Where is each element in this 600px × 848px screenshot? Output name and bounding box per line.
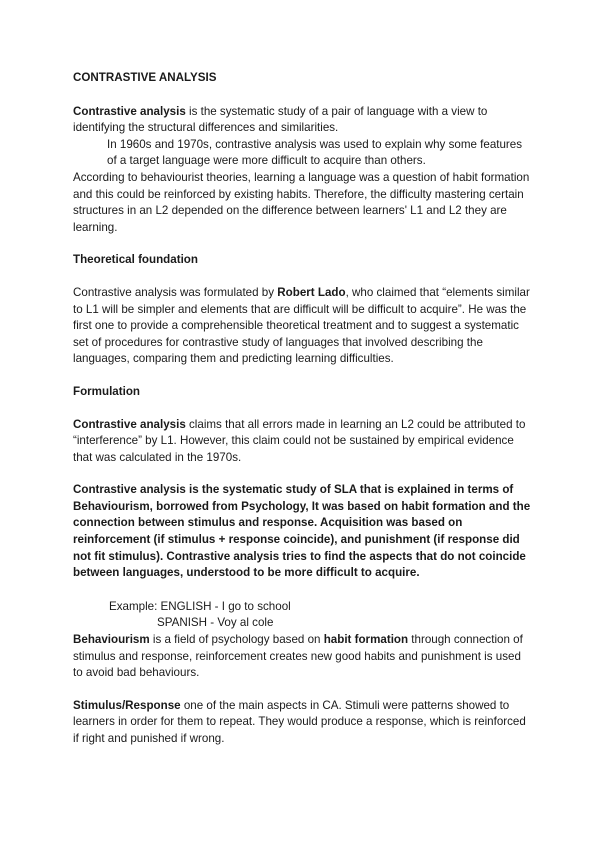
theoretical-heading: Theoretical foundation [73,253,198,267]
intro-term: Contrastive analysis [73,104,186,118]
behaviourism-paragraph [73,632,533,682]
theoretical-text-before: Contrastive analysis was formulated by [73,285,278,299]
behaviourism-text-1: is a field of psychology based on [149,633,324,647]
intro-text: is the systematic study of a pair of language with a view to identifying the structural differences and similarities. [73,104,488,135]
theoretical-author: Robert Lado [277,285,346,299]
stimulus-term: Stimulus/Response [73,698,181,712]
theoretical-paragraph [73,285,533,368]
formulation-bold-paragraph: Contrastive analysis is the systematic study of SLA that is explained in terms of Behaviourism, borrowed from Psychology, It was based on habit formation and the connection between stimulus and response. Acquisition was based on reinforcement (if stimulus + response coincide), and punishment (if response did not fit stimulus). Contrastive analysis tries to find the aspects that do not coincide between languages, understood to be more difficult to acquire. [73,483,531,580]
formulation-heading: Formulation [73,384,140,398]
formulation-paragraph [73,417,533,467]
document-page [73,70,533,764]
intro-indented-paragraph: In 1960s and 1970s, contrastive analysis was used to explain why some features of a target language were more difficult to acquire than others. [107,137,523,168]
example-line-spanish: SPANISH - Voy al cole [157,616,274,630]
habit-formation-term: habit formation [323,633,409,647]
example-line-english: Example: ENGLISH - I go to school [109,599,291,613]
formulation-text: claims that all errors made in learning an L2 could be attributed to “interference” by L1. However, this claim could not be sustained by empirical evidence that was calculated in the 1970s. [73,417,526,464]
intro-paragraph [73,104,533,137]
stimulus-paragraph [73,698,533,748]
behaviourism-term: Behaviourism [73,633,150,647]
intro-continuation: According to behaviourist theories, learning a language was a question of habit formation and this could be reinforced by existing habits. Therefore, the difficulty mastering certain structures in an L2 depended on the difference between learners' L1 and L2 they are learning. [73,170,530,234]
formulation-term: Contrastive analysis [73,417,186,431]
behaviourism-text-2: through connection of stimulus and response, reinforcement creates new good habits and punishment is used to avoid bad behaviours. [73,633,523,680]
intro-section [73,104,533,237]
stimulus-text: one of the main aspects in CA. Stimuli were patterns showed to learners in order for them to repeat. They would produce a response, which is reinforced if right and punished if wrong. [73,698,526,745]
document-title: CONTRASTIVE ANALYSIS [73,71,217,84]
theoretical-text-after: , who claimed that “elements similar to L1 will be simpler and elements that are difficult will be difficult to acquire”. He was the first one to provide a comprehensible theoretical treatment and to suggest a systematic set of procedures for contrastive study of languages that involved describing the languages, comparing them and predicting learning difficulties. [73,285,530,366]
